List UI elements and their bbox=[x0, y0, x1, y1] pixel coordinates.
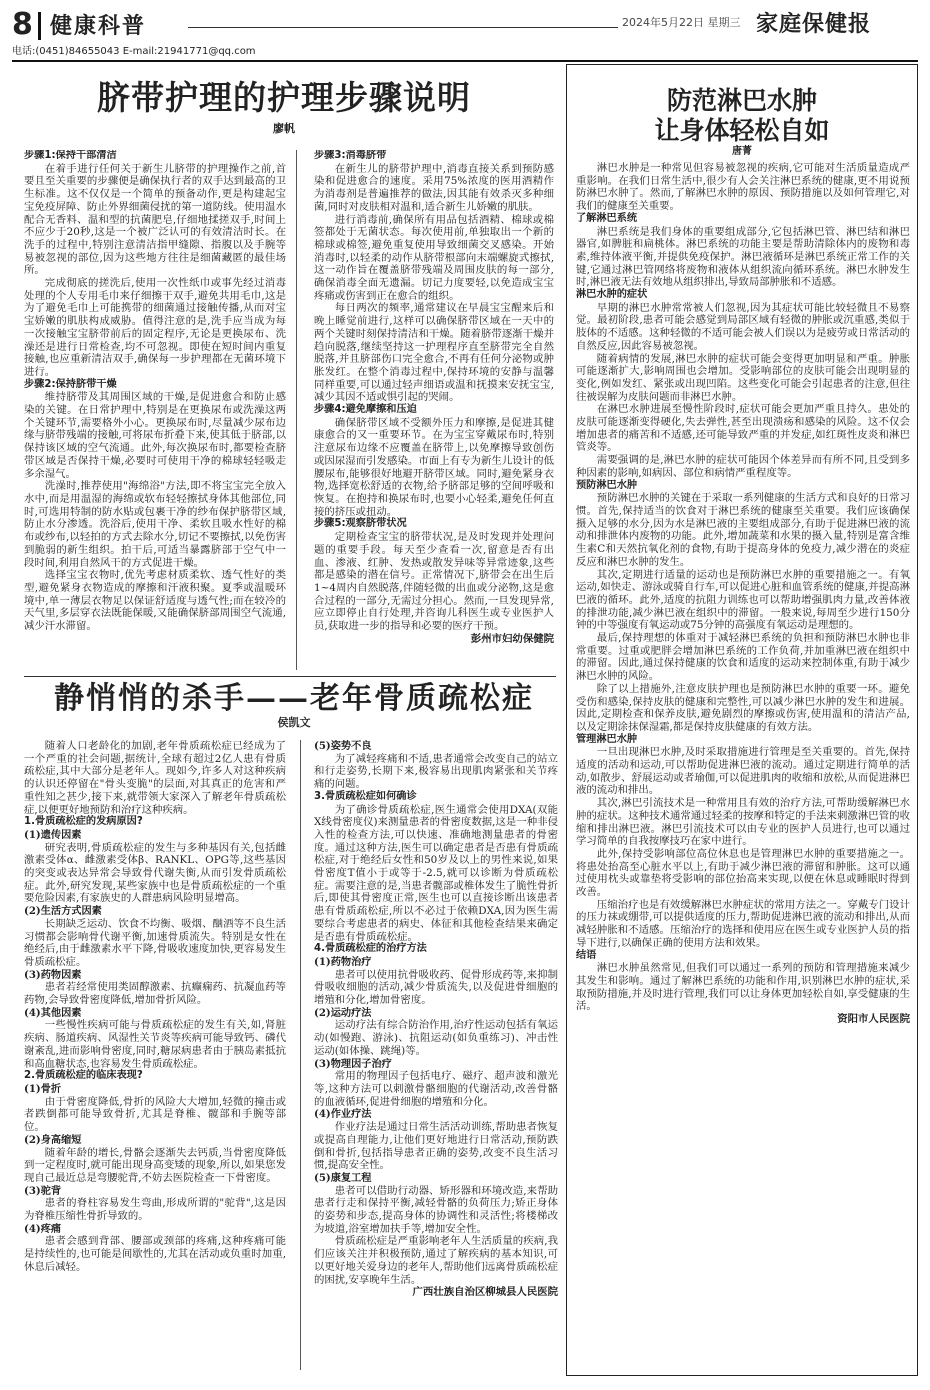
paragraph: 患者可以借助行动器、矫形器和环境改造,来帮助患者行走和保持平衡,减轻骨骼的负荷压力;矫正身体的姿势和步态,提高身体的协调性和灵活性;将楼梯改为坡道,浴室增加扶手等,增加安全性。 bbox=[314, 1184, 558, 1235]
paragraph: 患者若经常使用类固醇激素、抗癫痫药、抗凝血药等药物,会导致骨密度降低,增加骨折风险。 bbox=[24, 981, 286, 1007]
paragraph: 长期缺乏运动、饮食不均衡、吸烟、酗酒等不良生活习惯都会影响骨代谢平衡,加速骨质流失。特别是女性在绝经后,由于雌激素水平下降,骨吸收速度加快,更容易发生骨质疏松症。 bbox=[24, 917, 286, 968]
paragraph: 进行消毒前,确保所有用品包括酒精、棉球或棉签都处于无菌状态。每次使用前,单独取出一个新的棉球或棉签,避免重复使用导致细菌交叉感染。开始消毒时,以轻柔的动作从脐带根部向末端螺旋式擦拭,这一动作旨在覆盖脐带残端及周围皮肤的每一部分,确保消毒全面无遗漏。切记力度要轻,以免造成宝宝疼痛或伤害到正在愈合的组织。 bbox=[314, 213, 554, 302]
section-heading: 2.骨质疏松症的临床表现? bbox=[24, 1070, 143, 1082]
article-title: 让身体轻松自如 bbox=[654, 116, 830, 145]
subsection-heading: (1)遗传因素 bbox=[24, 828, 82, 841]
issue-date: 2024年5月22日 星期三 bbox=[622, 16, 741, 29]
subsection-heading: (2)身高缩短 bbox=[24, 1133, 82, 1146]
subsection-heading: (4)其他因素 bbox=[24, 1006, 82, 1019]
paragraph: 此外,保持受影响部位高位休息也是管理淋巴水肿的重要措施之一。将患处抬高至心脏水平以上,有助于减少淋巴液的滞留和肿胀。这可以通过使用枕头或靠垫将受影响的部位抬高来实现,以便在休息或睡眠时得到改善。 bbox=[576, 847, 910, 899]
paragraph: 淋巴水肿是一种常见但容易被忽视的疾病,它可能对生活质量造成严重影响。在我们日常生活中,很少有人会关注淋巴系统的健康,更不用说预防淋巴水肿了。然而,了解淋巴水肿的原因、预防措施以及如何管理它,对我们的健康至关重要。 bbox=[576, 162, 910, 213]
contact-line: 电话:(0451)84655043 E-mail:21941771@qq.com bbox=[12, 46, 256, 57]
section-heading: 步骤4:避免摩擦和压迫 bbox=[314, 404, 417, 416]
paragraph: 需要强调的是,淋巴水肿的症状可能因个体差异而有所不同,且受到多种因素的影响,如病因、部位和病情严重程度等。 bbox=[576, 454, 910, 479]
paragraph: 患者会感到背部、腰部或颈部的疼痛,这种疼痛可能是持续性的,也可能是间歇性的,尤其在活动或负重时加重,休息后减轻。 bbox=[24, 1235, 286, 1273]
article-column bbox=[24, 740, 286, 1376]
article-column bbox=[314, 740, 558, 1376]
subsection-heading: (3)药物因素 bbox=[24, 968, 82, 981]
author-affiliation: 广西壮族自治区柳城县人民医院 bbox=[412, 1286, 558, 1299]
paragraph: 为了减轻疼痛和不适,患者通常会改变自己的站立和行走姿势,长期下来,极容易出现肌肉紧张和关节疼痛的问题。 bbox=[314, 752, 558, 791]
subsection-heading: (1)骨折 bbox=[24, 1082, 62, 1095]
section-heading: 步骤2:保持脐带干燥 bbox=[24, 378, 117, 390]
paragraph: 其次,淋巴引流技术是一种常用且有效的治疗方法,可帮助缓解淋巴水肿的症状。这种技术通常通过轻柔的按摩和特定的手法来刺激淋巴管的收缩和排出淋巴液。淋巴引流技术可以由专业的医护人员进行,也可以通过学习简单的自我按摩技巧在家中进行。 bbox=[576, 797, 910, 848]
article-title: 静悄悄的杀手——老年骨质疏松症 bbox=[54, 681, 534, 716]
header-rule bbox=[188, 27, 618, 28]
paragraph: 完成彻底的搓洗后,使用一次性纸巾或事先经过消毒处理的个人专用毛巾来仔细擦干双手,避免共用毛巾,这是为了避免毛巾上可能携带的细菌通过接触传播,从而对宝宝娇嫩的肌肤构成威胁。值得注意的是,洗手应当成为每一次接触宝宝脐带前后的固定程序,无论是更换尿布、洗澡还是进行日常检查,均不可忽视。即使在短时间内重复接触,也应重新清洁双手,确保每一步护理都在无菌环境下进行。 bbox=[24, 277, 286, 378]
paragraph: 骨质疏松症是严重影响老年人生活质量的疾病,我们应该关注并积极预防,通过了解疾病的基本知识,可以更好地关爱身边的老年人,帮助他们远离骨质疏松症的困扰,安享晚年生活。 bbox=[314, 1235, 558, 1286]
section-heading: 结语 bbox=[576, 949, 597, 961]
column-name: 健康科普 bbox=[50, 13, 147, 39]
article-title: 防范淋巴水肿 bbox=[666, 86, 817, 115]
subsection-heading: (2)生活方式因素 bbox=[24, 905, 102, 918]
article-author: 唐菁 bbox=[732, 146, 752, 157]
paragraph: 在淋巴水肿进展至慢性阶段时,症状可能会更加严重且持久。患处的皮肤可能逐渐变得硬化,失去弹性,甚至出现溃疡和感染的风险。这不仅会增加患者的痛苦和不适感,还可能导致严重的并发症,如红斑性皮炎和淋巴管炎等。 bbox=[576, 403, 910, 454]
author-affiliation: 资阳市人民医院 bbox=[837, 1013, 910, 1026]
paragraph: 早期的淋巴水肿常常被人们忽视,因为其症状可能比较轻微且不易察觉。最初阶段,患者可能会感觉到局部区域有轻微的肿胀或沉重感,类似于肢体的不适感。这种轻微的不适可能会被人们误以为是疲劳或日常活动的自然反应,因此容易被忽视。 bbox=[576, 301, 910, 352]
article-column bbox=[314, 150, 554, 676]
paragraph: 确保脐带区域不受额外压力和摩擦,是促进其健康愈合的又一重要环节。在为宝宝穿戴尿布时,特别注意尿布边缘不应覆盖在脐带上,以免摩擦导致创伤或因尿湿而引发感染。市面上有专为新生儿设计的低腰尿布,能够很好地避开脐带区域。同时,避免紧身衣物,选择宽松舒适的衣物,给予脐部足够的空间呼吸和恢复。在抱持和换尿布时,也要小心轻柔,避免任何直接的挤压或扭动。 bbox=[314, 416, 554, 518]
subsection-heading: (3)物理因子治疗 bbox=[314, 1057, 392, 1070]
paragraph: 作业疗法是通过日常生活活动训练,帮助患者恢复或提高自理能力,让他们更好地进行日常活动,预防跌倒和骨折,包括指导患者正确的姿势,改变不良生活习惯,提高安全性。 bbox=[314, 1121, 558, 1172]
paragraph: 随着人口老龄化的加剧,老年骨质疏松症已经成为了一个严重的社会问题,据统计,全球有超过2亿人患有骨质疏松症,其中大部分是老年人。现如今,许多人对这种疾病的认识还停留在"骨头变脆"的层面,对其真正的危害和严重性知之甚少,接下来,就带领大家深入了解老年骨质疏松症,以便更好地预防和治疗这种疾病。 bbox=[24, 740, 286, 816]
article-author: 侯凯文 bbox=[277, 716, 311, 729]
section-heading: 步骤5:观察脐带状况 bbox=[314, 518, 407, 530]
page-number: 8 bbox=[12, 7, 33, 42]
newspaper-name: 家庭保健报 bbox=[756, 11, 872, 37]
article-column bbox=[24, 150, 286, 676]
paragraph: 常用的物理因子包括电疗、磁疗、超声波和激光等,这种方法可以刺激骨骼细胞的代谢活动,改善骨骼的血液循环,促进骨细胞的增殖和分化。 bbox=[314, 1070, 558, 1108]
section-heading: 管理淋巴水肿 bbox=[576, 733, 638, 745]
paragraph: 运动疗法有综合防治作用,治疗性运动包括有氧运动(如慢跑、游泳)、抗阻运动(如负重练习)、冲击性运动(如体操、跳绳)等。 bbox=[314, 1019, 558, 1057]
paragraph: 除了以上措施外,注意皮肤护理也是预防淋巴水肿的重要一环。避免受伤和感染,保持皮肤的健康和完整性,可以减少淋巴水肿的发生和进展。因此,定期检查和保养皮肤,避免剧烈的摩擦或伤害,使用温和的清洁产品,以及定期涂抹保湿霜,都是保持皮肤健康的有效方法。 bbox=[576, 682, 910, 733]
paragraph: 患者可以使用抗骨吸收药、促骨形成药等,来抑制骨吸收细胞的活动,减少骨质流失,以及促进骨细胞的增殖和分化,增加骨密度。 bbox=[314, 968, 558, 1007]
paragraph: 研究表明,骨质疏松症的发生与多种基因有关,包括雌激素受体α、雌激素受体β、RANKL、OPG等,这些基因的突变或表达异常会导致骨代谢失衡,从而引发骨质疏松症。此外,研究发现,某些家族中也是骨质疏松症的一个重要危险因素,有家族史的人群患病风险明显增高。 bbox=[24, 841, 286, 905]
paragraph: 预防淋巴水肿的关键在于采取一系列健康的生活方式和良好的日常习惯。首先,保持适当的饮食对于淋巴系统的健康至关重要。我们应该确保摄入足够的水分,因为水是淋巴液的主要组成部分,有助于促进淋巴液的流动和排泄体内废物的功能。此外,增加蔬菜和水果的摄入量,特别是富含维生素C和天然抗氧化剂的食物,有助于提高身体的免疫力,减少潜在的炎症反应和淋巴水肿的发生。 bbox=[576, 492, 910, 568]
article-column bbox=[576, 162, 910, 1370]
paragraph: 淋巴水肿虽然常见,但我们可以通过一系列的预防和管理措施来减少其发生和影响。通过了解淋巴系统的功能和作用,识别淋巴水肿的症状,采取预防措施,并及时进行管理,我们可以让身体更加轻松自如,享受健康的生活。 bbox=[576, 962, 910, 1013]
header-divider bbox=[38, 12, 41, 40]
section-heading: 步骤1:保持干部清洁 bbox=[24, 150, 117, 161]
article-separator bbox=[24, 676, 556, 677]
paragraph: 淋巴系统是我们身体的重要组成部分,它包括淋巴管、淋巴结和淋巴器官,如脾脏和扁桃体。淋巴系统的功能主要是帮助清除体内的废物和毒素,维持体液平衡,并提供免疫保护。淋巴液循环是淋巴系统正常工作的关键,它通过淋巴管网络将废物和液体从组织流向循环系统。淋巴水肿发生时,淋巴液无法有效地从组织排出,导致局部肿胀和不适感。 bbox=[576, 225, 910, 289]
section-heading: 3.骨质疏松症如何确诊 bbox=[314, 790, 417, 802]
subsection-heading: (2)运动疗法 bbox=[314, 1006, 372, 1019]
column-divider bbox=[296, 150, 297, 670]
author-affiliation: 彭州市妇幼保健院 bbox=[470, 632, 554, 645]
section-heading: 淋巴水肿的症状 bbox=[576, 289, 648, 301]
section-heading: 步骤3:消毒脐带 bbox=[314, 150, 387, 161]
paragraph: 一些慢性疾病可能与骨质疏松症的发生有关,如,肾脏疾病、肠道疾病、风湿性关节炎等疾病可能导致钙、磷代谢紊乱,进而影响骨密度,同时,糖尿病患者由于胰岛素抵抗和高血糖状态,也容易发生骨质疏松症。 bbox=[24, 1019, 286, 1070]
article-title: 脐带护理的护理步骤说明 bbox=[97, 78, 471, 117]
paragraph: 洗澡时,推荐使用"海绵浴"方法,即不将宝宝完全放入水中,而是用温湿的海绵或软布轻轻擦拭身体其他部位,同时,可选用特制的防水贴或包裹干净的纱布保护脐带区域,防止水分渗透。洗浴后,使用干净、柔软且吸水性好的棉布或纱布,以轻拍的方式去除水分,切记不要擦拭,以免伤害到脆弱的新生组织。拍干后,可适当暴露脐部于空气中一段时间,利用自然风干的方式促进干燥。 bbox=[24, 480, 286, 569]
paragraph: 为了确诊骨质疏松症,医生通常会使用DXA(双能X线骨密度仪)来测量患者的骨密度数据,这是一种非侵入性的检查方法,可以快速、准确地测量患者的骨密度。通过这种方法,医生可以确定患者是否患有骨质疏松症,对于绝经后女性和50岁及以上的男性来说,如果骨密度T值小于或等于-2.5,就可以诊断为骨质疏松症。需要注意的是,当患者髋部或椎体发生了脆性骨折后,即使其骨密度正常,医生也可以直接诊断出该患者患有骨质疏松症,所以不必过于依赖DXA,因为医生需要综合考虑患者的病史、体征和其他检查结果来确定是否患有骨质疏松症。 bbox=[314, 803, 558, 943]
section-heading: 了解淋巴系统 bbox=[576, 212, 638, 224]
paragraph: 定期检查宝宝的脐带状况,是及时发现并处理问题的重要手段。每天至少查看一次,留意是否有出血、渗液、红肿、发热或散发异味等异常迹象,这些都是感染的潜在信号。正常情况下,脐带会在出生后1~4周内自然脱落,伴随轻微的出血或分泌物,这是愈合过程的一部分,无需过分担心。然而,一旦发现异常,应立即停止自行处理,并咨询儿科医生或专业医护人员,获取进一步的指导和必要的医疗干预。 bbox=[314, 531, 554, 633]
paragraph: 随着年龄的增长,骨骼会逐渐失去钙质,当骨密度降低到一定程度时,就可能出现身高变矮的现象,所以,如果您发现自己最近总是弯腰驼背,不妨去医院检查一下骨密度。 bbox=[24, 1146, 286, 1184]
section-heading: 4.骨质疏松症的治疗方法 bbox=[314, 943, 427, 955]
paragraph: 在着手进行任何关于新生儿脐带的护理操作之前,首要且至关重要的步骤便是确保执行者的双手达到最高的卫生标准。这不仅仅是一个简单的预备动作,更是构建起宝宝免疫屏障、防止外界细菌侵扰的第一道防线。使用温水配合无香料、温和型的抗菌肥皂,仔细地揉搓双手,时间上不应少于20秒,这是一个被广泛认可的有效清洁时长。在洗手的过程中,特别注意清洁指甲缝隙、指腹以及手腕等易被忽视的部位,因为这些地方往往是细菌藏匿的最佳场所。 bbox=[24, 162, 286, 277]
subsection-heading: (4)疼痛 bbox=[24, 1222, 62, 1235]
subsection-heading: (1)药物治疗 bbox=[314, 955, 372, 968]
paragraph: 在新生儿的脐带护理中,消毒直接关系到预防感染和促进愈合的速度。采用75%浓度的医用酒精作为消毒剂是普遍推荐的做法,因其能有效杀灭多种细菌,同时对皮肤相对温和,适合新生儿娇嫩的肌肤。 bbox=[314, 162, 554, 213]
subsection-heading: (3)驼背 bbox=[24, 1184, 62, 1197]
subsection-heading: (5)康复工程 bbox=[314, 1171, 372, 1184]
paragraph: 最后,保持理想的体重对于减轻淋巴系统的负担和预防淋巴水肿也非常重要。过重或肥胖会增加淋巴系统的工作负荷,并加重淋巴液在组织中的滞留。因此,通过保持健康的饮食和适度的运动来控制体重,有助于减少淋巴水肿的风险。 bbox=[576, 632, 910, 683]
column-divider bbox=[300, 740, 301, 1370]
paragraph: 选择宝宝衣物时,优先考虑材质柔软、透气性好的类型,避免紧身衣物造成的摩擦和汗液积聚。夏季或温暖环境中,单一薄层衣物足以保证舒适度与透气性;而在较冷的天气里,多层穿衣法既能保暖,又能确保脐部周围空气流通,减少汗水滞留。 bbox=[24, 569, 286, 633]
paragraph: 一旦出现淋巴水肿,及时采取措施进行管理是至关重要的。首先,保持适度的活动和运动,可以帮助促进淋巴液的流动。通过定期进行简单的活动,如散步、舒展运动或者瑜伽,可以促进肌肉的收缩和放松,从而促进淋巴液的流动和排出。 bbox=[576, 746, 910, 797]
paragraph: 压缩治疗也是有效缓解淋巴水肿症状的常用方法之一。穿戴专门设计的压力袜或绷带,可以提供适度的压力,帮助促进淋巴液的流动和排出,从而减轻肿胀和不适感。压缩治疗的选择和使用应在医生或专业医护人员的指导下进行,以确保正确的使用方法和效果。 bbox=[576, 898, 910, 949]
subsection-heading: (5)姿势不良 bbox=[314, 740, 372, 752]
paragraph: 每日两次的频率,通常建议在早晨宝宝醒来后和晚上睡觉前进行,这样可以确保脐带区域在一天中的两个关键时刻保持清洁和干燥。随着脐带逐渐干燥并趋向脱落,继续坚持这一护理程序直至脐带完全自然脱落,并且脐部伤口完全愈合,不再有任何分泌物或肿胀发红。在整个消毒过程中,保持环境的安静与温馨同样重要,可以通过轻声细语或温和抚摸来安抚宝宝,减少其因不适或惧引起的哭闹。 bbox=[314, 302, 554, 404]
section-heading: 预防淋巴水肿 bbox=[576, 479, 638, 491]
paragraph: 由于骨密度降低,骨折的风险大大增加,轻微的撞击或者跌倒都可能导致骨折,尤其是脊椎、髋部和手腕等部位。 bbox=[24, 1095, 286, 1134]
paragraph: 其次,定期进行适量的运动也是预防淋巴水肿的重要措施之一。有氧运动,如快走、游泳或骑自行车,可以促进心脏和血管系统的健康,并提高淋巴液的循环。此外,适度的抗阻力训练也可以帮助增强肌肉力量,改善体液的排泄功能,减少淋巴液在组织中的滞留。一般来说,每周至少进行150分钟的中等强度有氧运动或75分钟的高强度有氧运动是理想的。 bbox=[576, 568, 910, 632]
header-bottom-rule bbox=[12, 60, 918, 62]
subsection-heading: (4)作业疗法 bbox=[314, 1108, 372, 1121]
article-author: 廖帆 bbox=[273, 122, 295, 135]
section-heading: 1.骨质疏松症的发病原因? bbox=[24, 816, 143, 828]
paragraph: 随着病情的发展,淋巴水肿的症状可能会变得更加明显和严重。肿胀可能逐渐扩大,影响周围也会增加。受影响部位的皮肤可能会出现明显的变化,例如发红、紧张或出现凹陷。这些变化可能会引起患者的注意,但往往被误解为皮肤问题而非淋巴水肿。 bbox=[576, 352, 910, 403]
paragraph: 维持脐带及其周围区域的干燥,是促进愈合和防止感染的关键。在日常护理中,特别是在更换尿布或洗澡这两个关键环节,需要格外小心。更换尿布时,尽量减少尿布边缘与脐带残端的接触,可将尿布折叠下来,使其低于脐部,以保持该区域的空气流通。此外,每次换尿布时,都要检查脐带区域是否保持干燥,必要时可使用干净的棉球轻轻吸走多余湿气。 bbox=[24, 391, 286, 480]
paragraph: 患者的脊柱容易发生弯曲,形成所谓的"驼背",这是因为脊椎压缩性骨折导致的。 bbox=[24, 1197, 286, 1223]
